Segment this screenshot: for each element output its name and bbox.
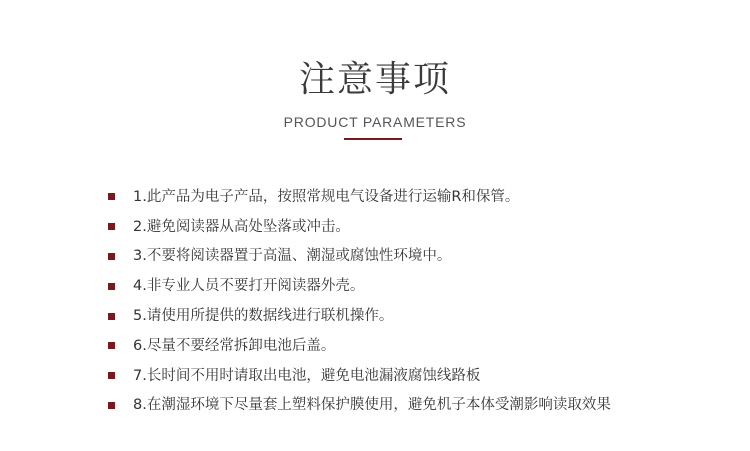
note-text: 6.尽量不要经常拆卸电池后盖。: [133, 337, 336, 354]
square-bullet-icon: [108, 283, 115, 290]
square-bullet-icon: [108, 313, 115, 320]
note-text: 1.此产品为电子产品，按照常规电气设备进行运输R和保管。: [133, 188, 520, 205]
square-bullet-icon: [108, 402, 115, 409]
note-text: 5.请使用所提供的数据线进行联机操作。: [133, 308, 394, 325]
list-item: [108, 271, 728, 301]
square-bullet-icon: [108, 372, 115, 379]
list-item: [108, 331, 728, 361]
note-text: 4.非专业人员不要打开阅读器外壳。: [133, 278, 365, 295]
note-text: 2.避免阅读器从高处坠落或冲击。: [133, 218, 350, 235]
list-item: [108, 391, 728, 421]
page-subtitle: PRODUCT PARAMETERS: [283, 114, 467, 130]
notes-list: [108, 182, 728, 420]
list-item: [108, 182, 728, 212]
note-text: 3.不要将阅读器置于高温、潮湿或腐蚀性环境中。: [133, 248, 452, 265]
list-item: [108, 212, 728, 242]
page-title: 注意事项: [298, 59, 451, 100]
title-underline: [344, 138, 402, 140]
list-item: [108, 361, 728, 391]
note-text: 8.在潮湿环境下尽量套上塑料保护膜使用，避免机子本体受潮影响读取效果: [133, 397, 611, 414]
note-text: 7.长时间不用时请取出电池，避免电池漏液腐蚀线路板: [133, 367, 481, 384]
square-bullet-icon: [108, 253, 115, 260]
square-bullet-icon: [108, 193, 115, 200]
square-bullet-icon: [108, 223, 115, 230]
list-item: [108, 242, 728, 272]
list-item: [108, 301, 728, 331]
square-bullet-icon: [108, 342, 115, 349]
